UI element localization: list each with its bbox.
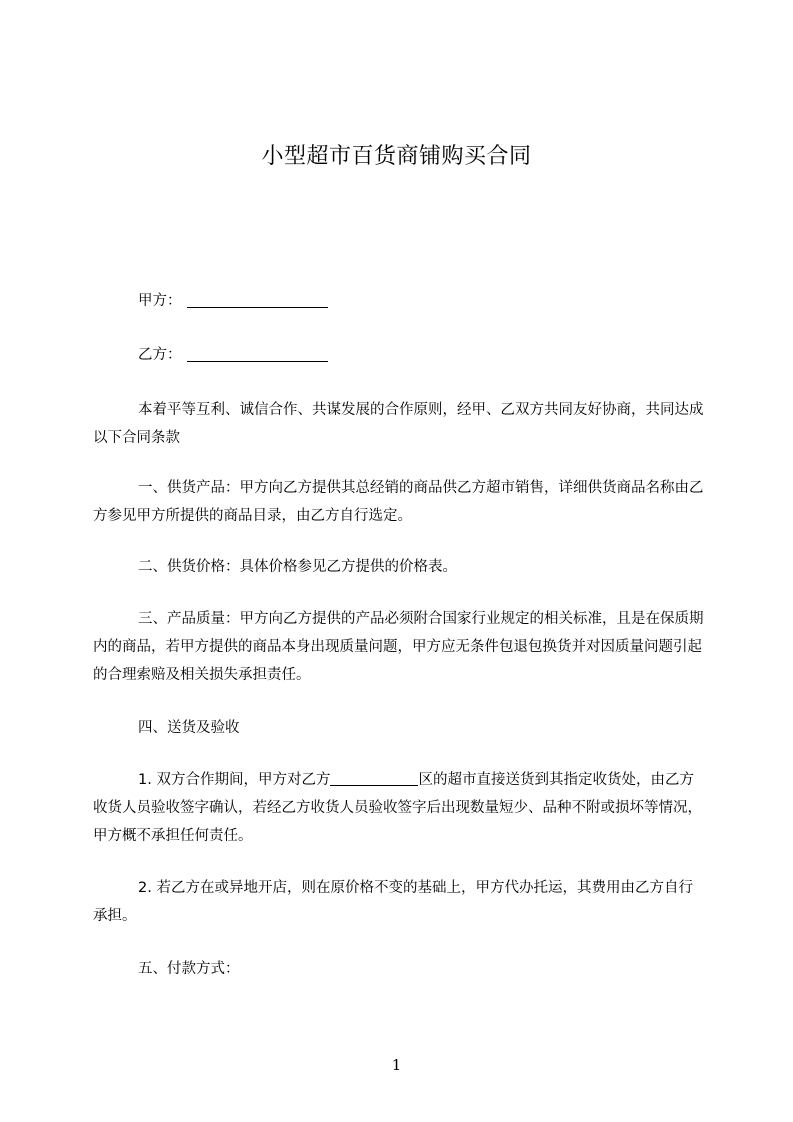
intro-text: 本着平等互利、诚信合作、共谋发展的合作原则，经甲、乙双方共同友好协商，共同达成以下合同条款 [93, 402, 704, 446]
clause-3-text: 三、产品质量：甲方向乙方提供的产品必须附合国家行业规定的相关标准，且是在保质期内的商品，若甲方提供的商品本身出现质量问题，甲方应无条件包退包换货并对因质量问题引起的合理索赔及相关损失承担责任。 [93, 611, 704, 683]
clause-5-heading [93, 955, 705, 983]
clause-5-heading-text: 五、付款方式： [138, 961, 240, 977]
clause-4-1-post: 区的超市直接送货到其指定收货处，由乙方收货人员验收签字确认，若经乙方收货人员验收签字后出现数量短少、品种不附或损坏等情况，甲方概不承担任何责任。 [93, 772, 702, 844]
party-b-blank [187, 361, 328, 362]
clause-1-text: 一、供货产品：甲方向乙方提供其总经销的商品供乙方超市销售，详细供货商品名称由乙方参见甲方所提供的商品目录，由乙方自行选定。 [93, 480, 704, 524]
clause-1 [93, 474, 705, 530]
clause-4-2 [93, 874, 705, 930]
intro-paragraph [93, 396, 705, 452]
page-number: 1 [391, 1056, 402, 1074]
district-blank [330, 771, 418, 786]
clause-4-1-pre: 1. 双方合作期间，甲方对乙方 [138, 772, 331, 788]
clause-4-1 [93, 766, 705, 850]
clause-2 [93, 553, 705, 581]
party-a-label: 甲方： [138, 293, 182, 309]
party-b-label: 乙方： [138, 347, 182, 363]
clause-4-heading-text: 四、送货及验收 [138, 720, 240, 736]
clause-2-text: 二、供货价格：具体价格参见乙方提供的价格表。 [138, 559, 457, 575]
contract-title: 小型超市百货商铺购买合同 [261, 144, 532, 169]
party-a-blank [187, 307, 328, 308]
clause-4-heading [93, 714, 705, 742]
clause-4-1-text [93, 766, 705, 850]
clause-4-2-text: 2. 若乙方在或异地开店，则在原价格不变的基础上，甲方代办托运，其费用由乙方自行承担。 [93, 880, 693, 924]
clause-3 [93, 605, 705, 689]
